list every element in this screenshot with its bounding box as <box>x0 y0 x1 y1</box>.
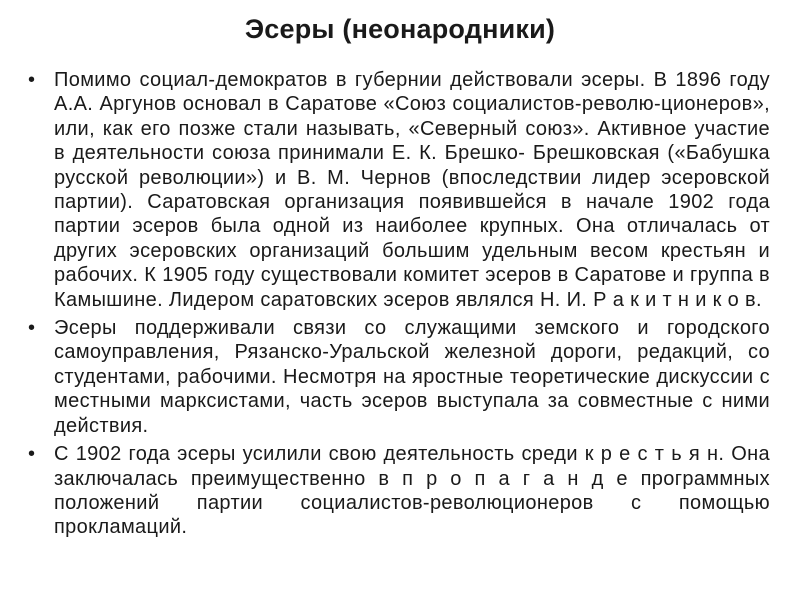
bullet-text: Помимо социал-демократов в губернии действовали эсеры. В 1896 году А.А. Аргунов основал в Саратове «Союз социалистов-револю-ционеров», или, как его позже стали называть, «Северный союз». Активное участие в деятельности союза принимали Е. К. Брешко- Брешковская («Бабушка русской революции») и В. М. Чернов (впоследствии лидер эсеровской партии). Саратовская организация появившейся в начале 1902 года партии эсеров была одной из наиболее крупных. Она отличалась от других эсеровских организаций большим удельным весом крестьян и рабочих. К 1905 году существовали комитет эсеров в Саратове и группа в Камышине. Лидером саратовских эсеров являлся Н. И. Р а к и т н и к о в. <box>54 69 770 311</box>
bullet-text: С 1902 года эсеры усилили свою деятельность среди к р е с т ь я н. Она заключалась преимущественно в п р о п а г а н д е программных положений партии социалистов-революционеров с помощью прокламаций. <box>54 443 770 539</box>
bullet-marker: • <box>28 317 36 340</box>
bullet-list <box>28 68 770 544</box>
bullet-item <box>28 442 770 540</box>
bullet-item <box>28 316 770 438</box>
bullet-marker: • <box>28 443 36 466</box>
bullet-text: Эсеры поддерживали связи со служащими земского и городского самоуправления, Рязанско-Уральской железной дороги, редакций, со студентами, рабочими. Несмотря на яростные теоретические дискуссии с местными марксистами, часть эсеров выступала за совместные с ними действия. <box>54 317 770 437</box>
bullet-item <box>28 68 770 312</box>
slide-title: Эсеры (неонародники) <box>244 14 556 44</box>
bullet-marker: • <box>28 69 36 91</box>
